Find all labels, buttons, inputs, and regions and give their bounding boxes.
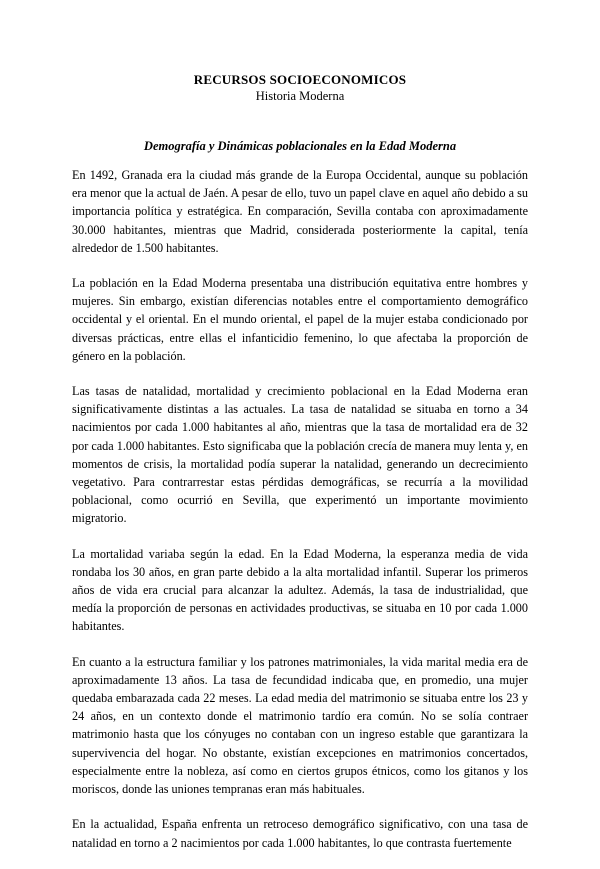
paragraph-granada-1492: En 1492, Granada era la ciudad más grande de la Europa Occidental, aunque su población era menor que la actual de Jaén. A pesar de ello, tuvo un papel clave en aquel año debido a su importancia política y estratégica. En comparación, Sevilla contaba con aproximadamente 30.000 habitantes, mientras que Madrid, considerada posteriormente la capital, tenía alrededor de 1.500 habitantes. bbox=[72, 168, 528, 255]
document-header bbox=[0, 72, 600, 104]
paragraph-gender-distribution: La población en la Edad Moderna presentaba una distribución equitativa entre hombres y mujeres. Sin embargo, existían diferencias notables entre el comportamiento demográfico occidental y el oriental. En el mundo oriental, el papel de la mujer estaba condicionado por diversas prácticas, entre ellas el infanticidio femenino, lo que afectaba la proporción de género en la población. bbox=[72, 276, 528, 363]
paragraph-birth-death-rates: Las tasas de natalidad, mortalidad y crecimiento poblacional en la Edad Moderna eran significativamente distintas a las actuales. La tasa de natalidad se situaba en torno a 34 nacimientos por cada 1.000 habitantes al año, mientras que la tasa de mortalidad era de 32 por cada 1.000 habitantes. Esto significaba que la población crecía de manera muy lenta y, en momentos de crisis, la mortalidad podía superar la natalidad, generando un decrecimiento vegetativo. Para contrarrestar estas pérdidas demográficas, se recurría a la movilidad poblacional, como ocurrió en Sevilla, que experimentó un importante movimiento migratorio. bbox=[72, 384, 528, 526]
document-title: RECURSOS SOCIOECONOMICOS bbox=[193, 72, 407, 87]
paragraph-family-structure: En cuanto a la estructura familiar y los patrones matrimoniales, la vida marital media era de aproximadamente 13 años. La tasa de fecundidad indicaba que, en promedio, una mujer quedaba embarazada cada 22 meses. La edad media del matrimonio se situaba entre los 23 y 24 años, en un contexto donde el matrimonio tardío era común. No se solía contraer matrimonio hasta que los cónyuges no contaban con un ingreso estable que garantizara la supervivencia del hogar. No obstante, existían excepciones en matrimonios concertados, especialmente entre la nobleza, así como en ciertos grupos étnicos, como los gitanos y los moriscos, donde las uniones tempranas eran más habituales. bbox=[72, 654, 528, 797]
paragraph-mortality-age: La mortalidad variaba según la edad. En la Edad Moderna, la esperanza media de vida rondaba los 30 años, en gran parte debido a la alta mortalidad infantil. Superar los primeros años de vida era crucial para alcanzar la adultez. Además, la tasa de industrialidad, que medía la proporción de personas en actividades productivas, se situaba en 10 por cada 1.000 habitantes. bbox=[72, 546, 528, 634]
document-body bbox=[72, 166, 528, 869]
section-heading: Demografía y Dinámicas poblacionales en la Edad Moderna bbox=[143, 139, 457, 153]
paragraph-current-spain: En la actualidad, España enfrenta un retroceso demográfico significativo, con una tasa de natalidad en torno a 2 nacimientos por cada 1.000 habitantes, lo que contrasta fuertemente bbox=[72, 817, 528, 850]
document-subtitle: Historia Moderna bbox=[255, 89, 345, 103]
